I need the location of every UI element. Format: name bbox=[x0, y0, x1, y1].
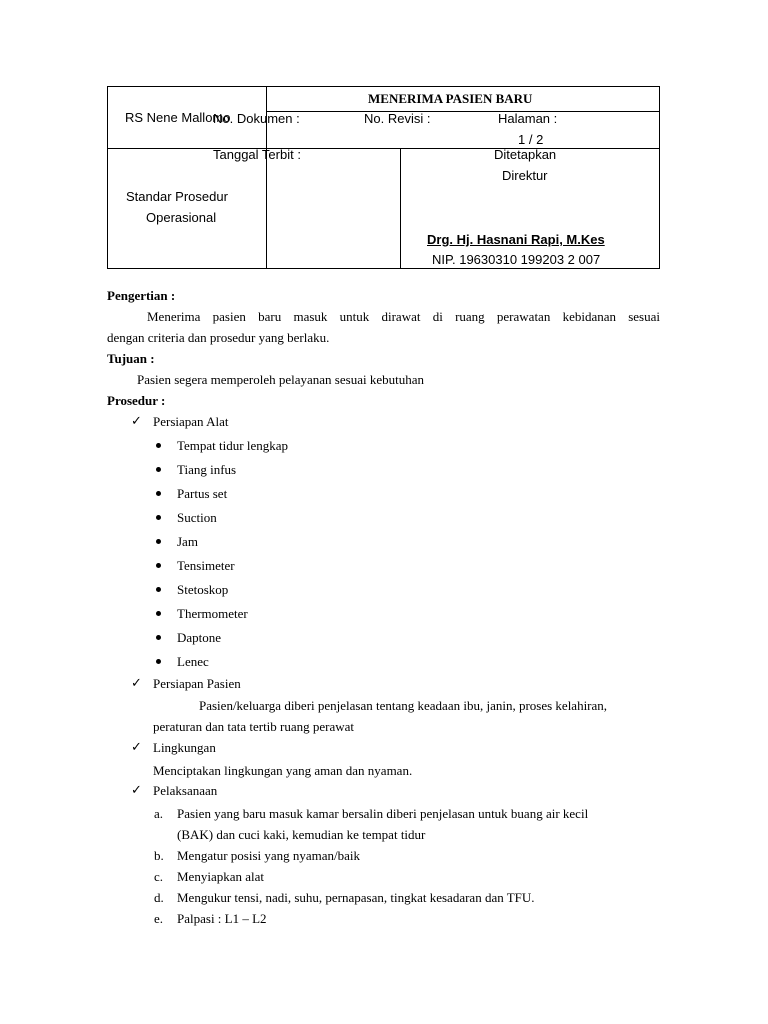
bullet-icon bbox=[156, 539, 161, 544]
check-icon: ✓ bbox=[131, 413, 142, 428]
step-letter: d. bbox=[154, 890, 164, 905]
tanggal-terbit-label: Tanggal Terbit : bbox=[213, 147, 301, 162]
bullet-icon bbox=[156, 491, 161, 496]
lingkungan-text: Menciptakan lingkungan yang aman dan nyaman. bbox=[153, 763, 413, 778]
check-icon: ✓ bbox=[131, 739, 142, 754]
list-item: Tensimeter bbox=[177, 558, 235, 573]
bullet-icon bbox=[156, 563, 161, 568]
pasien-text-line2: peraturan dan tata tertib ruang perawat bbox=[153, 719, 355, 734]
list-item: Lenec bbox=[177, 654, 209, 669]
bullet-icon bbox=[156, 635, 161, 640]
signatory-name: Drg. Hj. Hasnani Rapi, M.Kes bbox=[427, 232, 605, 247]
persiapan-pasien-label: Persiapan Pasien bbox=[153, 676, 241, 691]
no-revisi-label: No. Revisi : bbox=[364, 111, 431, 126]
halaman-label: Halaman : bbox=[498, 111, 558, 126]
step-text: Palpasi : L1 – L2 bbox=[177, 911, 267, 926]
step-text: Mengukur tensi, nadi, suhu, pernapasan, tingkat kesadaran dan TFU. bbox=[177, 890, 535, 905]
step-text: Pasien yang baru masuk kamar bersalin diberi penjelasan untuk buang air kecil bbox=[177, 806, 589, 821]
bullet-icon bbox=[156, 659, 161, 664]
list-item: Stetoskop bbox=[177, 582, 229, 597]
bullet-icon bbox=[156, 515, 161, 520]
sop-label-line2: Operasional bbox=[146, 210, 217, 225]
step-letter: c. bbox=[154, 869, 164, 884]
bullet-icon bbox=[156, 443, 161, 448]
prosedur-heading: Prosedur : bbox=[107, 393, 166, 408]
list-item: Suction bbox=[177, 510, 217, 525]
pasien-text-line1: Pasien/keluarga diberi penjelasan tentang keadaan ibu, janin, proses kelahiran, bbox=[199, 698, 608, 713]
list-item: Daptone bbox=[177, 630, 222, 645]
sop-label-line1: Standar Prosedur bbox=[126, 189, 228, 204]
halaman-value: 1 / 2 bbox=[518, 132, 544, 147]
step-letter: e. bbox=[154, 911, 164, 926]
persiapan-alat-label: Persiapan Alat bbox=[153, 414, 229, 429]
step-letter: a. bbox=[154, 806, 164, 821]
step-text: Mengatur posisi yang nyaman/baik bbox=[177, 848, 361, 863]
step-letter: b. bbox=[154, 848, 164, 863]
list-item: Jam bbox=[177, 534, 198, 549]
nip-number: NIP. 19630310 199203 2 007 bbox=[432, 252, 601, 267]
list-item: Partus set bbox=[177, 486, 228, 501]
hospital-name: RS Nene Mallomo bbox=[125, 110, 231, 125]
pengertian-text-line2: dengan criteria dan prosedur yang berlaku. bbox=[107, 330, 330, 345]
document-title: MENERIMA PASIEN BARU bbox=[368, 91, 533, 106]
check-icon: ✓ bbox=[131, 675, 142, 690]
list-item: Tiang infus bbox=[177, 462, 237, 477]
pelaksanaan-label: Pelaksanaan bbox=[153, 783, 218, 798]
bullet-icon bbox=[156, 611, 161, 616]
tujuan-heading: Tujuan : bbox=[107, 351, 155, 366]
check-icon: ✓ bbox=[131, 782, 142, 797]
bullet-icon bbox=[156, 467, 161, 472]
list-item: Tempat tidur lengkap bbox=[177, 438, 289, 453]
pengertian-text-line1: Menerima pasien baru masuk untuk dirawat di ruang perawatan kebidanan sesuai bbox=[147, 309, 660, 324]
bullet-icon bbox=[156, 587, 161, 592]
lingkungan-label: Lingkungan bbox=[153, 740, 216, 755]
direktur-label: Direktur bbox=[502, 168, 548, 183]
no-dokumen-label: No. Dokumen : bbox=[213, 111, 300, 126]
tujuan-text: Pasien segera memperoleh pelayanan sesuai kebutuhan bbox=[137, 372, 424, 387]
ditetapkan-label: Ditetapkan bbox=[494, 147, 557, 162]
step-text: Menyiapkan alat bbox=[177, 869, 264, 884]
step-text-continued: (BAK) dan cuci kaki, kemudian ke tempat tidur bbox=[177, 827, 426, 842]
pengertian-heading: Pengertian : bbox=[107, 288, 176, 303]
list-item: Thermometer bbox=[177, 606, 248, 621]
